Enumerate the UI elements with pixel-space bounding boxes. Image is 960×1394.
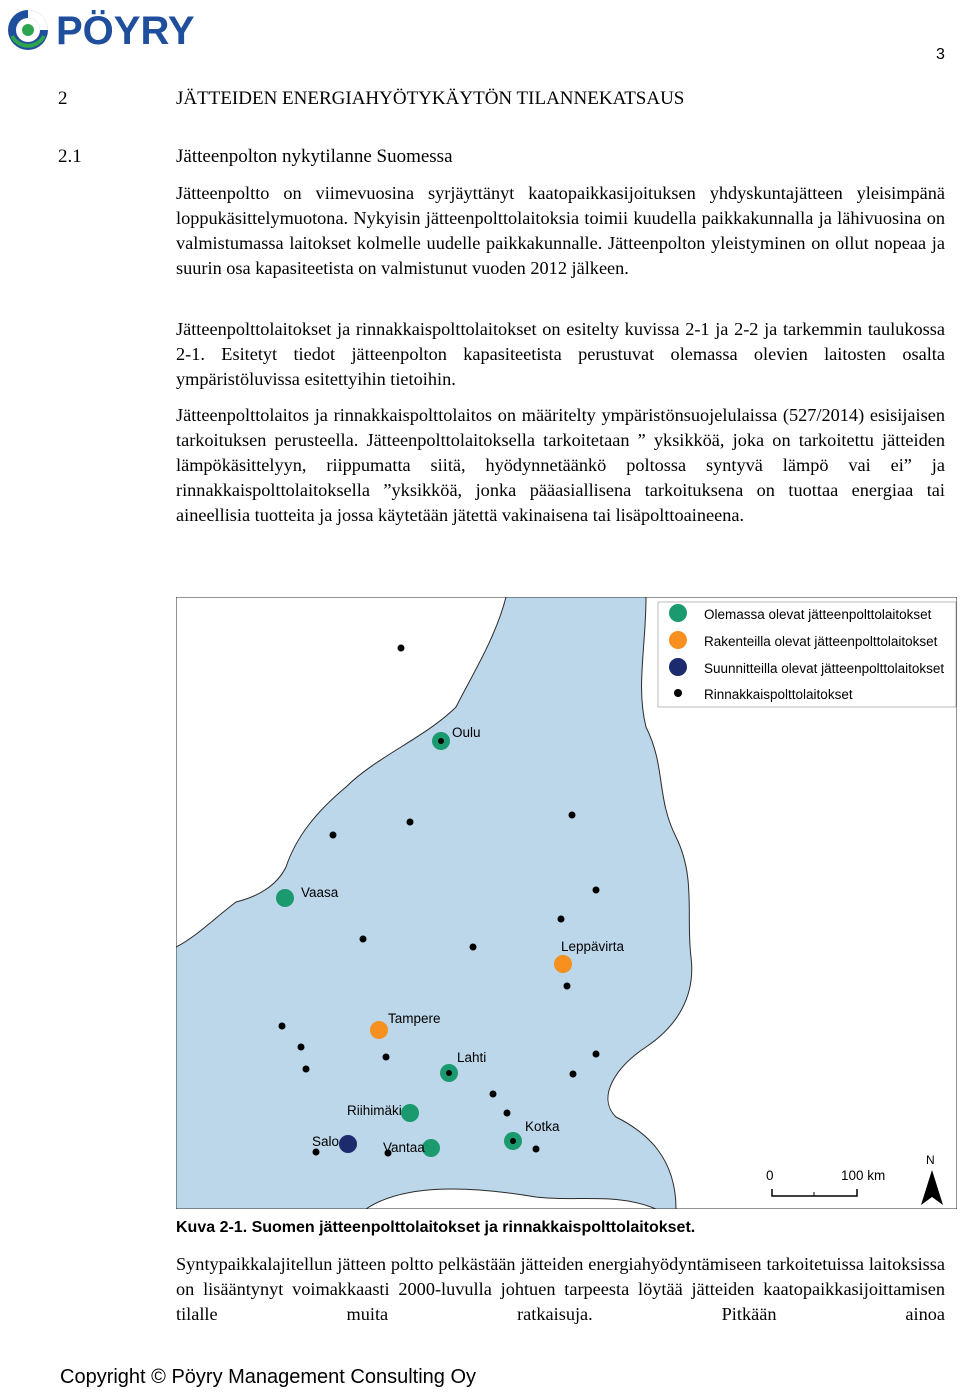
legend-label-planned: Suunnitteilla olevat jätteenpolttolaitokset — [704, 661, 945, 676]
legend-marker-existing — [669, 604, 687, 622]
co-incineration-plant — [569, 812, 576, 819]
legend-label-co-incineration: Rinnakkaispolttolaitokset — [704, 687, 853, 702]
poyry-logo-wordmark: PÖYRY — [56, 9, 195, 52]
copyright-footer: Copyright © Pöyry Management Consulting Oy — [60, 1366, 477, 1388]
co-incineration-plant — [303, 1066, 310, 1073]
legend-label-existing: Olemassa olevat jätteenpolttolaitokset — [704, 607, 932, 622]
section-title: JÄTTEIDEN ENERGIAHYÖTYKÄYTÖN TILANNEKATSAUS — [176, 88, 685, 109]
co-incineration-plant — [593, 887, 600, 894]
co-incineration-plant — [398, 645, 405, 652]
co-incineration-plant — [279, 1023, 286, 1030]
legend-label-under-construction: Rakenteilla olevat jätteenpolttolaitokset — [704, 634, 938, 649]
co-incineration-plant — [330, 832, 337, 839]
poyry-logo — [4, 6, 244, 52]
north-label: N — [926, 1153, 935, 1167]
scale-label-zero: 0 — [766, 1168, 774, 1183]
city-label-kotka: Kotka — [525, 1119, 560, 1134]
paragraph-2: Jätteenpolttolaitokset ja rinnakkaispolttolaitokset on esitelty kuvissa 2-1 ja 2-2 ja tarkemmin taulukossa 2-1. Esitetyt tiedot jätteenpolton kapasiteetista perustuvat olemassa olevien laitosten osalta ympäristöluvissa esitettyihin tietoihin. — [176, 319, 945, 389]
paragraph-3: Jätteenpolttolaitos ja rinnakkaispolttolaitos on määritelty ympäristönsuojelulaissa (527/2014) esisijaisen tarkoituksen perusteella. Jätteenpolttolaitoksella tarkoitetaan ” yksikköä, joka on tarkoitettu jätteiden lämpökäsittelyyn, riippumatta siitä, hyödynnetäänkö poltossa syntyvä lämpö vai ei” ja rinnakkaispolttolaitoksella ”yksikköä, jonka pääasiallisena tarkoituksena on tuottaa energiaa tai aineellisia tuotteita ja jossa käytetään jätettä vakinaisena tai lisäpolttoaineena. — [176, 405, 945, 525]
city-label-tampere: Tampere — [388, 1011, 441, 1026]
co-incineration-plant — [558, 916, 565, 923]
co-incineration-plant — [593, 1051, 600, 1058]
figure-caption: Kuva 2-1. Suomen jätteenpolttolaitokset ja rinnakkaispolttolaitokset. — [176, 1219, 696, 1236]
co-incineration-plant — [564, 983, 571, 990]
plant-vantaa — [383, 1139, 440, 1157]
co-incineration-plant — [298, 1044, 305, 1051]
city-label-lahti: Lahti — [457, 1050, 487, 1065]
co-incineration-plant — [407, 819, 414, 826]
legend-marker-under-construction — [669, 631, 687, 649]
co-incineration-plant — [570, 1071, 577, 1078]
scale-label-distance: 100 km — [841, 1168, 886, 1183]
co-incineration-plant — [383, 1054, 390, 1061]
finland-plant-map — [176, 597, 957, 1209]
co-incineration-plant — [470, 944, 477, 951]
city-label-riihimaki: Riihimäki — [347, 1103, 402, 1118]
legend-marker-co-incineration — [674, 689, 682, 697]
co-incineration-plant — [360, 936, 367, 943]
city-label-leppavirta: Leppävirta — [561, 939, 625, 954]
subsection-title: Jätteenpolton nykytilanne Suomessa — [176, 146, 453, 167]
poyry-logo-icon — [8, 10, 48, 50]
subsection-number: 2.1 — [58, 146, 82, 167]
city-label-oulu: Oulu — [452, 725, 481, 740]
paragraph-4: Syntypaikkalajitellun jätteen poltto pelkästään jätteiden energiahyödyntämiseen tarkoitetuissa laitoksissa on lisääntynyt voimakkaasti 2000-luvulla johtuen tarpeesta löytää jätteiden kaatopaikkasijoittamisen tilalle muita ratkaisuja. Pitkään ainoa — [176, 1254, 945, 1324]
co-incineration-plant — [313, 1149, 320, 1156]
city-label-salo: Salo — [312, 1134, 340, 1149]
map-legend — [658, 602, 956, 707]
legend-marker-planned — [669, 658, 687, 676]
city-label-vantaa: Vantaa — [383, 1140, 425, 1155]
section-number: 2 — [58, 88, 68, 109]
paragraph-1: Jätteenpoltto on viimevuosina syrjäyttänyt kaatopaikkasijoituksen yhdyskuntajätteen yleisimpänä loppukäsittelymuotona. Nykyisin jätteenpolttolaitoksia toimii kuudella paikkakunnalla ja lähivuosina on valmistumassa laitokset kolmelle uudelle paikkakunnalle. Jätteenpolton yleistyminen on ollut nopeaa ja suurin osa kapasiteetista on valmistunut vuoden 2012 jälkeen. — [176, 183, 945, 278]
co-incineration-plant — [490, 1091, 497, 1098]
co-incineration-plant — [504, 1110, 511, 1117]
page-number: 3 — [936, 46, 945, 63]
city-label-vaasa: Vaasa — [301, 885, 339, 900]
co-incineration-plant — [533, 1146, 540, 1153]
